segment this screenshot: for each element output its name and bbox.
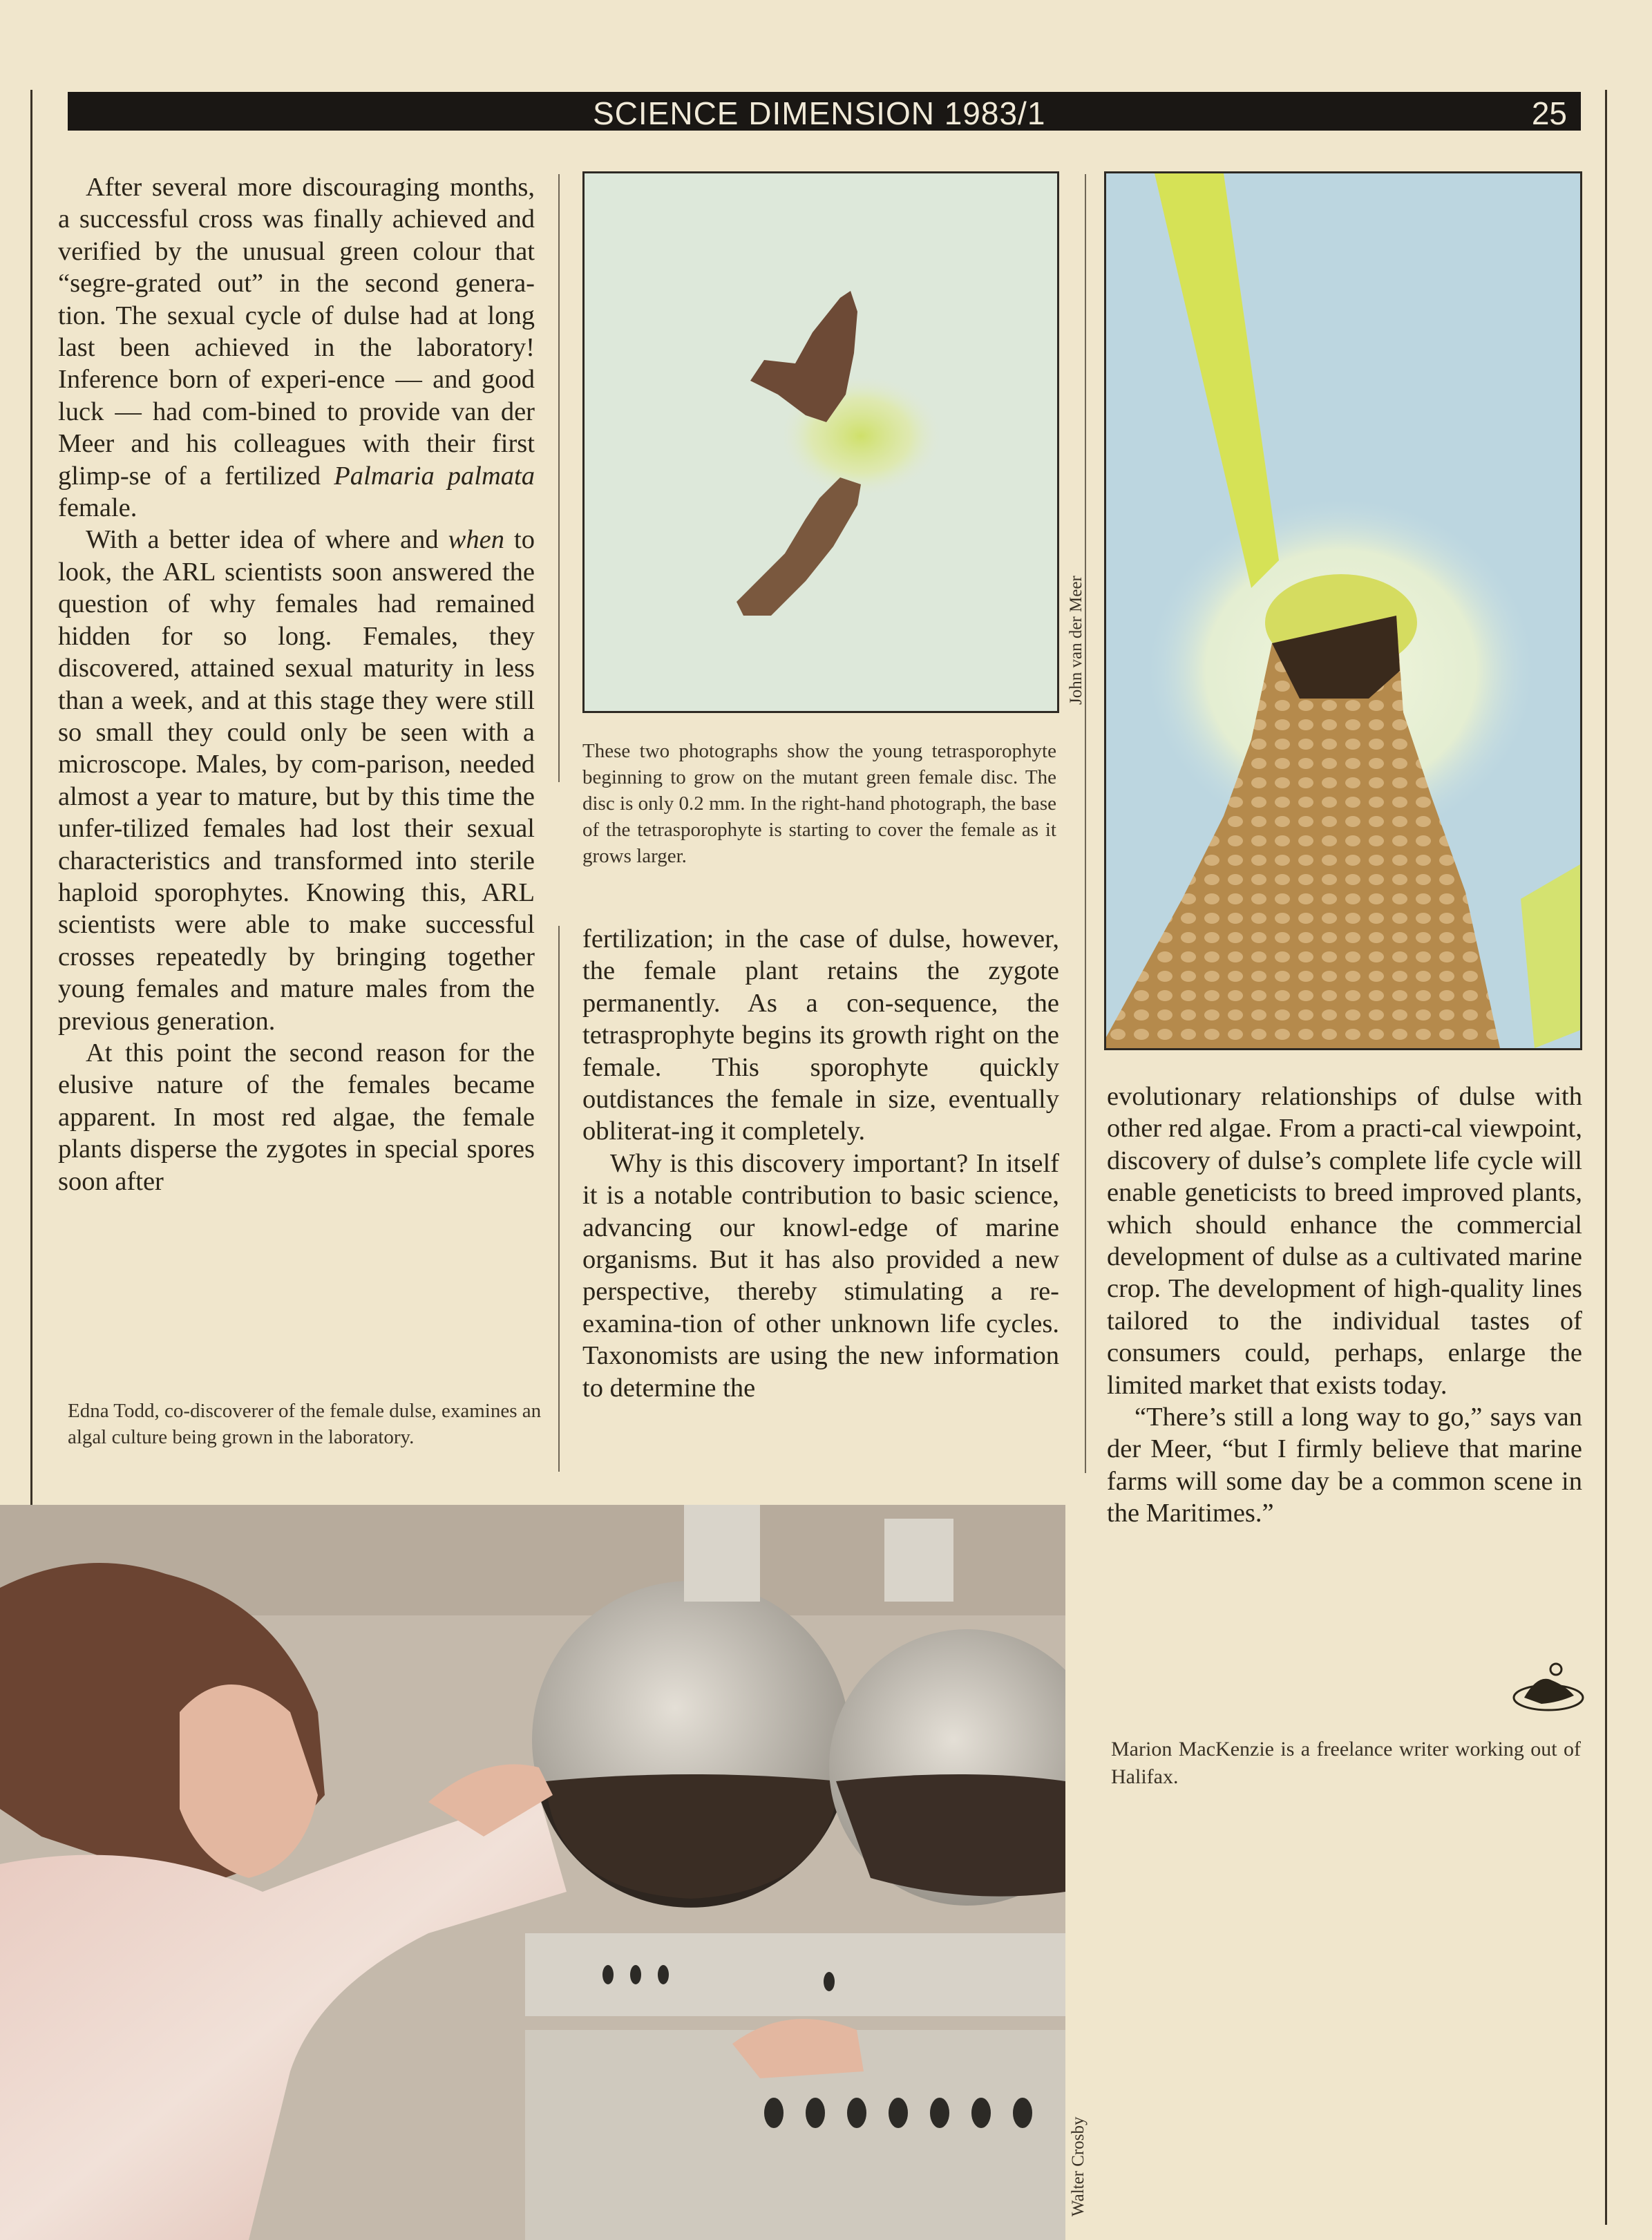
- article-column-1: [58, 171, 535, 1197]
- microscope-image: [1106, 173, 1580, 1048]
- microscope-photo-tetrasporophyte: [1104, 171, 1582, 1050]
- species-name: Palmaria palmata: [334, 461, 535, 491]
- running-header: [68, 92, 1581, 131]
- paragraph: With a better idea of where and when to look, the ARL scientists soon answered the question of why females had remained hidden for so long. Females, they discovered, attained sexual maturity in less than a week, and at this stage they were still so small they could only be seen with a microscope. Males, by com-parison, needed almost a year to mature, but by this time the unfer-tilized females had lost their sexual characteristics and transformed into sterile haploid sporophytes. Knowing this, ARL scientists were able to make successful crosses repeatedly by bringing together young females and mature males from the previous generation.: [58, 525, 535, 1036]
- paragraph: “There’s still a long way to go,” says van der Meer, “but I firmly believe that marine farms will some day be a common scene in the Maritimes.”: [1107, 1403, 1582, 1528]
- paragraph: At this point the second reason for the elusive nature of the females became apparent. In most red algae, the female plants disperse the zygotes in special spores soon after: [58, 1038, 535, 1196]
- paragraph: fertilization; in the case of dulse, however, the female plant retains the zygote permanently. As a con-sequence, the tetrasprophyte begins its growth right on the female. This sporophyte quickly outdistances the female in size, eventually obliterat-ing it completely.: [582, 924, 1059, 1146]
- microscope-photo-female-disc: [582, 171, 1059, 713]
- microscope-image: [585, 173, 1057, 711]
- author-bio: Marion MacKenzie is a freelance writer working out of Halifax.: [1111, 1738, 1581, 1788]
- article-column-3: [1107, 1081, 1582, 1530]
- magazine-title: SCIENCE DIMENSION 1983/1: [593, 95, 1046, 131]
- end-mark-icon: [1510, 1660, 1586, 1718]
- column-divider: [1085, 174, 1086, 1473]
- lab-photo-image: [0, 1505, 1065, 2240]
- paragraph: Why is this discovery important? In itself it is a notable contribution to basic science, advancing our knowl-edge of marine organisms. But it has also provided a new perspective, thereby stimulating a re-examina-tion of other unknown life cycles. Taxonomists are using the new information to determine the: [582, 1148, 1059, 1403]
- emphasis: when: [448, 525, 504, 555]
- photo-credit: John van der Meer: [1067, 576, 1085, 705]
- paragraph: After several more discouraging months, a successful cross was finally achieved and verified by the unusual green colour that “segre-grated out” in the second genera-tion. The sexual cycle of dulse had at long last been achieved in the laboratory! Inference born of experi-ence — and good luck — had com-bined to provide van der Meer and his colleagues with their first glimp-se of a fertilized Palmaria palmata female.: [58, 173, 535, 523]
- lab-photo-edna-todd: [0, 1505, 1065, 2240]
- page-border-right: [1605, 90, 1607, 2225]
- column-divider: [558, 926, 560, 1472]
- photo-credit: Walter Crosby: [1069, 2116, 1088, 2217]
- paragraph: evolutionary relationships of dulse with other red algae. From a practi-cal viewpoint, discovery of dulse’s complete life cycle will enable geneticists to breed improved plants, which should enhance the commercial development of dulse as a cultivated marine crop. The development of high-quality lines tailored to the individual tastes of consumers could, perhaps, enlarge the limited market that exists today.: [1107, 1082, 1582, 1400]
- page-number: 25: [1531, 95, 1567, 131]
- lab-photo-caption: Edna Todd, co-discoverer of the female dulse, examines an algal culture being grown in the laboratory.: [68, 1400, 542, 1448]
- column-divider: [558, 174, 560, 782]
- photo-caption: These two photographs show the young tetrasporophyte beginning to grow on the mutant green female disc. The disc is only 0.2 mm. In the right-hand photograph, the base of the tetrasporophyte is starting to cover the female as it grows larger.: [582, 740, 1056, 867]
- article-column-2: [582, 923, 1059, 1404]
